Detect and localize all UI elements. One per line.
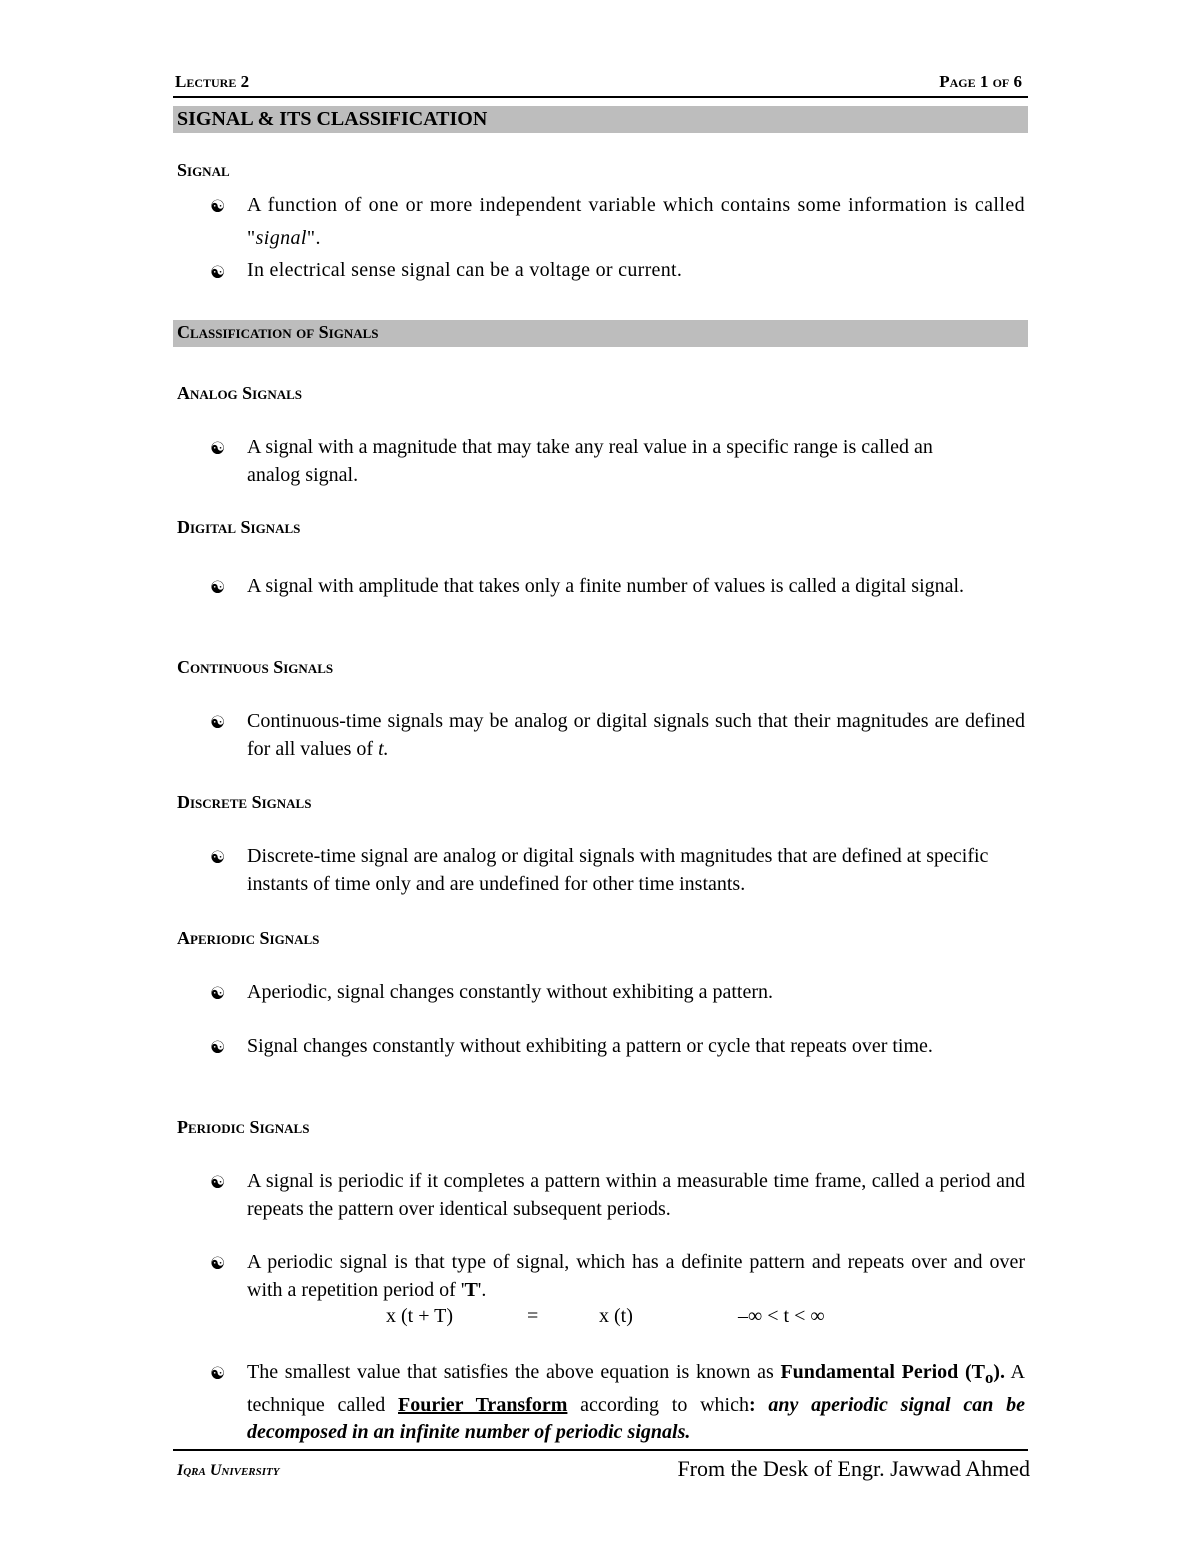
digital-bullet-1: A signal with amplitude that takes only a finite number of values is called a digital signal. bbox=[247, 575, 965, 597]
yin-yang-bullet-icon: ☯ bbox=[210, 439, 226, 459]
discrete-heading: Discrete Signals bbox=[177, 792, 312, 812]
classification-heading: Classification of Signals bbox=[177, 322, 379, 342]
discrete-bullet-1: Discrete-time signal are analog or digital signals with magnitudes that are defined at specific instants of time only and are undefined for other time instants. bbox=[247, 845, 989, 895]
analog-heading: Analog Signals bbox=[177, 383, 303, 403]
signal-term: signal bbox=[255, 227, 307, 249]
equation-lhs: x (t + T) bbox=[386, 1305, 454, 1327]
aperiodic-decomposition-statement: any aperiodic signal can be decomposed in an infinite number of periodic signals. bbox=[247, 1393, 1026, 1443]
yin-yang-bullet-icon: ☯ bbox=[210, 1254, 226, 1274]
yin-yang-bullet-icon: ☯ bbox=[210, 1038, 226, 1058]
periodic-heading: Periodic Signals bbox=[177, 1117, 310, 1137]
periodic-bullet-3: The smallest value that satisfies the above equation is known as Fundamental Period $(T_o)$. A technique called Fourier Transform according to which: any aperiodic signal can be decomposed in an infinite number of periodic signals. bbox=[247, 1361, 1026, 1443]
yin-yang-bullet-icon: ☯ bbox=[210, 1173, 226, 1193]
yin-yang-bullet-icon: ☯ bbox=[210, 1364, 226, 1384]
fourier-transform-term: Fourier Transform bbox=[398, 1393, 568, 1416]
page-header bbox=[173, 70, 1028, 98]
title-bar bbox=[173, 106, 1028, 133]
lecture-label: Lecture 2 bbox=[175, 72, 250, 91]
continuous-heading: Continuous Signals bbox=[177, 657, 334, 677]
fundamental-period-term: Fundamental Period $(T_o)$. bbox=[780, 1361, 1005, 1387]
aperiodic-bullet-2: Signal changes constantly without exhibiting a pattern or cycle that repeats over time. bbox=[247, 1035, 933, 1057]
yin-yang-bullet-icon: ☯ bbox=[210, 197, 226, 217]
page-number: Page 1 of 6 bbox=[939, 72, 1022, 91]
signal-heading: Signal bbox=[177, 160, 230, 180]
yin-yang-bullet-icon: ☯ bbox=[210, 713, 226, 733]
classification-bar bbox=[173, 320, 1028, 347]
aperiodic-heading: Aperiodic Signals bbox=[177, 928, 320, 948]
equation-sign: = bbox=[527, 1305, 539, 1327]
university-name: Iqra University bbox=[177, 1462, 280, 1479]
time-variable: t. bbox=[378, 737, 389, 760]
aperiodic-bullet-1: Aperiodic, signal changes constantly without exhibiting a pattern. bbox=[247, 981, 773, 1003]
continuous-bullet-1: Continuous-time signals may be analog or digital signals such that their magnitudes are defined for all values of t. bbox=[247, 710, 1025, 760]
yin-yang-bullet-icon: ☯ bbox=[210, 263, 226, 283]
periodic-bullet-2: A periodic signal is that type of signal, which has a definite pattern and repeats over and over with a repetition period of 'T'. bbox=[247, 1251, 1025, 1301]
footer-divider bbox=[173, 1449, 1028, 1451]
yin-yang-bullet-icon: ☯ bbox=[210, 984, 226, 1004]
yin-yang-bullet-icon: ☯ bbox=[210, 578, 226, 598]
analog-bullet-1: A signal with a magnitude that may take any real value in a specific range is called an analog signal. bbox=[247, 436, 933, 486]
signal-bullet-2: In electrical sense signal can be a voltage or current. bbox=[247, 259, 683, 281]
yin-yang-bullet-icon: ☯ bbox=[210, 848, 226, 868]
signal-bullet-1: A function of one or more independent variable which contains some information is called "signal". bbox=[247, 194, 1025, 249]
period-symbol: T bbox=[464, 1278, 478, 1301]
equation-rhs: x (t) bbox=[599, 1305, 633, 1327]
periodic-bullet-1: A signal is periodic if it completes a pattern within a measurable time frame, called a period and repeats the pattern over identical subsequent periods. bbox=[247, 1170, 1025, 1220]
equation-range: –∞ < t < ∞ bbox=[738, 1305, 825, 1327]
page-title: SIGNAL & ITS CLASSIFICATION bbox=[177, 108, 488, 130]
author-credit: From the Desk of Engr. Jawwad Ahmed bbox=[677, 1456, 1030, 1481]
digital-heading: Digital Signals bbox=[177, 517, 301, 537]
